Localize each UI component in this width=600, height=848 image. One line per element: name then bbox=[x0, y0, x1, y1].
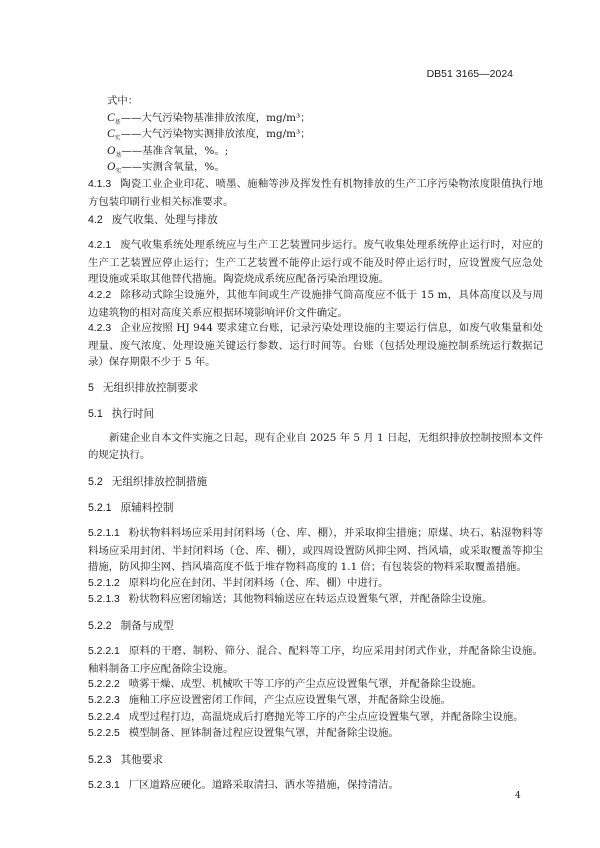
clause-5-2-1-1: 5.2.1.1 粉状物料料场应采用封闭料场（仓、库、棚），并采取抑尘措施；原煤、块石、粘湿物料等料场应采用封闭、半封闭料场（仓、库、棚），或四周设置防风抑尘网、挡风墙，或采取覆盖等抑尘措施，防风抑尘网、挡风墙高度不低于堆存物料高度的 1.1 倍；有包装袋的物料采取覆盖措施。 bbox=[88, 527, 543, 573]
variable-definition: $O_实——$实测含氧量，%。 bbox=[107, 161, 225, 176]
clause-4-1-3: 4.1.3 陶瓷工业企业印花、喷墨、施釉等涉及挥发性有机物排放的生产工序污染物浓度限值执行地方包装印刷行业相关标准要求。 bbox=[88, 178, 543, 208]
section-heading-5-2-1: 5.2.1 原辅料控制 bbox=[88, 502, 174, 514]
clause-5-2-2-1: 5.2.2.1 原料的干磨、制粉、筛分、混合、配料等工序，均应采用封闭式作业，并配备除尘设施。釉料制备工序应配备除尘设施。 bbox=[88, 645, 543, 675]
section-heading-5-2-2: 5.2.2 制备与成型 bbox=[88, 620, 174, 632]
chapter-heading-5: 5 无组织排放控制要求 bbox=[88, 382, 199, 394]
clause-5-2-2-2: 5.2.2.2 喷雾干燥、成型、机械吹干等工序的产尘点应设置集气罩，并配备除尘设施。 bbox=[88, 678, 483, 690]
clause-5-2-2-3: 5.2.2.3 施釉工序应设置密闭工作间，产尘点应设置集气罩，并配备除尘设施。 bbox=[88, 694, 451, 706]
clause-5-2-1-3: 5.2.1.3 粉状物料应密闭输送；其他物料输送应在转运点设置集气罩，并配备除尘设施。 bbox=[88, 593, 493, 605]
variable-definition: $C_实——$大气污染物实测排放浓度，mg/m³； bbox=[107, 128, 311, 143]
page-number: 4 bbox=[515, 791, 521, 801]
formula-where-label: 式中： bbox=[107, 95, 139, 107]
clause-5-2-2-5: 5.2.2.5 模型制备、匣钵制备过程应设置集气罩，并配备除尘设施。 bbox=[88, 727, 399, 739]
section-heading-5-2: 5.2 无组织排放控制措施 bbox=[88, 476, 208, 488]
variable-definition: $O_基——$基准含氧量，%。; bbox=[107, 145, 229, 160]
clause-4-2-3: 4.2.3 企业应按照 HJ 944 要求建立台账，记录污染处理设施的主要运行信息，如废气收集量和处理量、废气浓度、处理设施关键运行参数、运行时间等。台账（包括处理设施控制系统运行数据记录）保存期限不少于 5 年。 bbox=[88, 322, 543, 368]
section-heading-5-2-3: 5.2.3 其他要求 bbox=[88, 754, 163, 766]
document-code-header: DB51 3165—2024 bbox=[426, 68, 513, 80]
variable-definition: $C_基——$大气污染物基准排放浓度，mg/m³； bbox=[107, 112, 311, 127]
clause-5-2-1-2: 5.2.1.2 原料均化应在封闭、半封闭料场（仓、库、棚）中进行。 bbox=[88, 577, 389, 589]
section-heading-5-1: 5.1 执行时间 bbox=[88, 408, 155, 420]
section-heading-4-2: 4.2 废气收集、处理与排放 bbox=[88, 214, 218, 226]
clause-4-2-1: 4.2.1 废气收集系统处理系统应与生产工艺装置同步运行。废气收集处理系统停止运行时，对应的生产工艺装置应停止运行；生产工艺装置不能停止运行或不能及时停止运行时，应设置废气应急处理设施或采取其他替代措施。陶瓷烧成系统应配备污染治理设施。 bbox=[88, 239, 543, 285]
clause-5-2-3-1: 5.2.3.1 厂区道路应硬化。道路采取清扫、洒水等措施，保持清洁。 bbox=[88, 779, 399, 791]
clause-5-2-2-4: 5.2.2.4 成型过程打边，高温烧成后打磨抛光等工序的产尘点应设置集气罩，并配备除尘设施。 bbox=[88, 711, 524, 723]
paragraph-5-1: 新建企业自本文件实施之日起，现有企业自 2025 年 5 月 1 日起，无组织排放控制按照本文件的规定执行。 bbox=[88, 432, 543, 461]
clause-4-2-2: 4.2.2 除移动式除尘设施外，其他车间或生产设施排气筒高度应不低于 15 m，具体高度以及与周边建筑物的相对高度关系应根据环境影响评价文件确定。 bbox=[88, 289, 543, 319]
